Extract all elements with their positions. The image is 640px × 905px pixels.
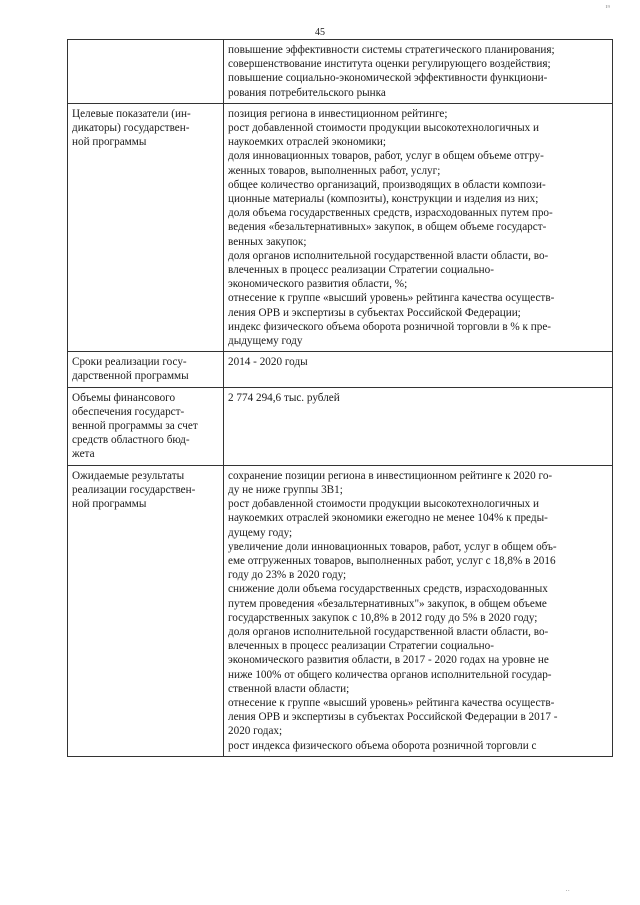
text-line: влеченных в процесс реализации Стратегии социально-	[228, 640, 494, 653]
program-passport-table	[67, 39, 613, 757]
text-line: рост индекса физического объема оборота розничной торговли с	[228, 739, 537, 752]
text-line: путем проведения «безальтернативных"» закупок, в общем объеме	[228, 597, 547, 610]
text-line: еме отгруженных товаров, выполненных работ, услуг с 18,8% в 2016	[228, 554, 556, 567]
text-line: ственной власти области;	[228, 682, 350, 695]
text-line: дыдущему году	[228, 335, 303, 348]
text-line: венных закупок;	[228, 235, 307, 248]
scan-corner-mark-bottom: ··	[565, 887, 570, 895]
text-line: экономического развития области, %;	[228, 278, 408, 291]
text-line: рост добавленной стоимости продукции высокотехнологичных и	[228, 122, 539, 135]
text-line: ду не ниже группы 3В1;	[228, 483, 343, 496]
row-content-cell	[224, 352, 613, 387]
text-line: 2014 - 2020 годы	[228, 356, 308, 369]
page-number: 45	[315, 27, 325, 38]
text-line: ниже 100% от общего количества органов исполнительной государ-	[228, 668, 552, 681]
text-line: отнесение к группе «высший уровень» рейтинга качества осуществ-	[228, 292, 555, 305]
text-line: экономического развития области, в 2017 - 2020 годах на уровне не	[228, 654, 549, 667]
text-line: снижение доли объема государственных средств, израсходованных	[228, 583, 548, 596]
text-line: ления ОРВ и экспертизы в субъектах Российской Федерации в 2017 -	[228, 711, 558, 724]
text-line: году до 23% в 2020 году;	[228, 569, 347, 582]
text-line: наукоемких отраслей экономики ежегодно не менее 104% к преды-	[228, 512, 548, 525]
row-content-cell	[224, 465, 613, 756]
label-line: ной программы	[72, 136, 147, 149]
text-line: повышение социально-экономической эффективности функциони-	[228, 72, 548, 85]
text-line: дущему году;	[228, 526, 293, 539]
row-label-cell	[68, 352, 224, 387]
text-line: доля инновационных товаров, работ, услуг в общем объеме отгру-	[228, 150, 544, 163]
label-line: Ожидаемые результаты	[72, 469, 185, 482]
text-line: ления ОРВ и экспертизы в субъектах Российской Федерации;	[228, 306, 521, 319]
text-line: влеченных в процесс реализации Стратегии социально-	[228, 264, 494, 277]
table-row-target-indicators	[68, 103, 613, 351]
row-label-cell	[68, 103, 224, 351]
row-label-cell	[68, 465, 224, 756]
text-line: отнесение к группе «высший уровень» рейтинга качества осуществ-	[228, 696, 555, 709]
text-line: наукоемких отраслей экономики;	[228, 136, 386, 149]
text-line: женных товаров, выполненных работ, услуг;	[228, 164, 441, 177]
text-line: рост добавленной стоимости продукции высокотехнологичных и	[228, 498, 539, 511]
text-line: позиция региона в инвестиционном рейтинге;	[228, 107, 448, 120]
text-line: ционные материалы (композиты), конструкции и изделия из них;	[228, 193, 539, 206]
text-line: совершенствование института оценки регулирующего воздействия;	[228, 58, 551, 71]
row-content-cell	[224, 103, 613, 351]
label-line: обеспечения государст-	[72, 405, 185, 418]
label-line: средств областного бюд-	[72, 434, 190, 447]
table-row-goals-continued	[68, 40, 613, 104]
text-line: увеличение доли инновационных товаров, работ, услуг в общем объ-	[228, 540, 557, 553]
text-line: рования потребительского рынка	[228, 86, 386, 99]
row-content-cell	[224, 387, 613, 465]
table-row-funding-volume	[68, 387, 613, 465]
label-line: дикаторы) государствен-	[72, 122, 190, 135]
text-line: индекс физического объема оборота розничной торговли в % к пре-	[228, 320, 552, 333]
scan-corner-mark: ¹⁹	[605, 4, 610, 12]
label-line: жета	[72, 448, 95, 461]
text-line: государственных закупок с 10,8% в 2012 году до 5% в 2020 году;	[228, 611, 538, 624]
row-content-cell	[224, 40, 613, 104]
text-line: 2020 годах;	[228, 725, 283, 738]
label-line: Сроки реализации госу-	[72, 356, 187, 369]
label-line: дарственной программы	[72, 370, 189, 383]
table-row-implementation-period	[68, 352, 613, 387]
label-line: реализации государствен-	[72, 483, 196, 496]
row-label-cell	[68, 40, 224, 104]
text-line: доля органов исполнительной государственной власти области, во-	[228, 249, 549, 262]
label-line: венной программы за счет	[72, 420, 198, 433]
text-line: 2 774 294,6 тыс. рублей	[228, 391, 340, 404]
text-line: общее количество организаций, производящих в области компози-	[228, 178, 546, 191]
label-line: Объемы финансового	[72, 391, 176, 404]
text-line: сохранение позиции региона в инвестиционном рейтинге к 2020 го-	[228, 469, 553, 482]
text-line: доля объема государственных средств, израсходованных путем про-	[228, 207, 553, 220]
row-label-cell	[68, 387, 224, 465]
table-row-expected-results	[68, 465, 613, 756]
label-line: Целевые показатели (ин-	[72, 107, 191, 120]
text-line: ведения «безальтернативных» закупок, в общем объеме государст-	[228, 221, 547, 234]
text-line: повышение эффективности системы стратегического планирования;	[228, 44, 555, 56]
label-line: ной программы	[72, 498, 147, 511]
text-line: доля органов исполнительной государственной власти области, во-	[228, 625, 549, 638]
